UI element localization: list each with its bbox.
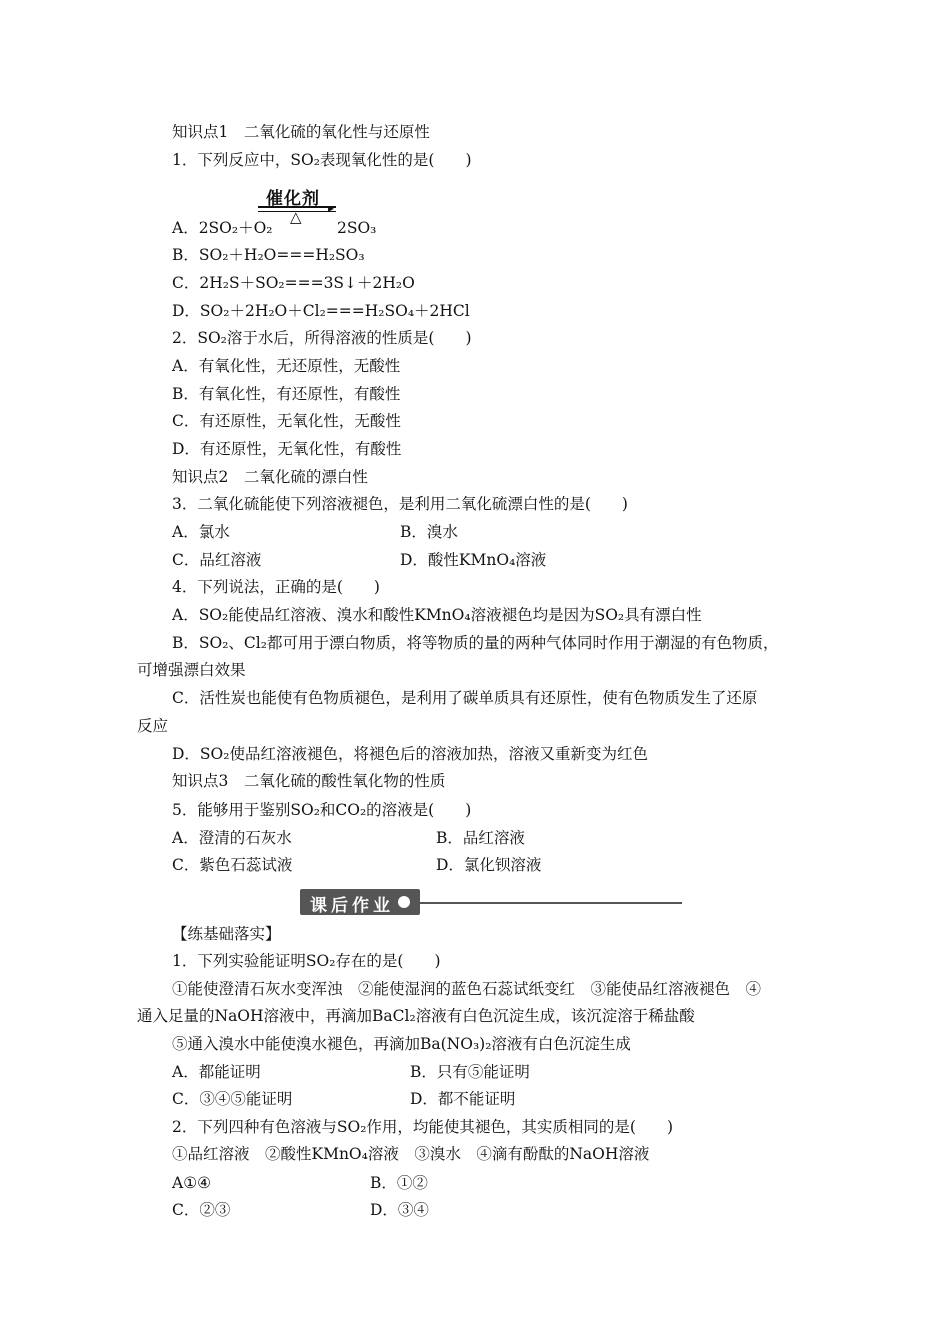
catalyst-arrow <box>258 184 338 226</box>
practice-heading: 【练基础落实】 <box>172 925 281 943</box>
q1-option-a-left: A．2SO₂＋O₂ <box>172 219 273 237</box>
q3-option-b: B．溴水 <box>400 523 458 541</box>
practice-q1-stem: 1．下列实验能证明SO₂存在的是( ) <box>172 952 441 970</box>
q4-option-c-line1: C．活性炭也能使有色物质褪色，是利用了碳单质具有还原性，使有色物质发生了还原 <box>172 689 758 707</box>
question-5-stem: 5．能够用于鉴别SO₂和CO₂的溶液是( ) <box>172 801 472 819</box>
practice-q2-items: ①品红溶液 ②酸性KMnO₄溶液 ③溴水 ④滴有酚酞的NaOH溶液 <box>172 1145 650 1163</box>
practice-q1-option-a: A．都能证明 <box>172 1063 261 1081</box>
q5-option-a: A．澄清的石灰水 <box>172 829 292 847</box>
section-heading-3: 知识点3 二氧化硫的酸性氧化物的性质 <box>172 772 446 790</box>
banner-label: 课后作业 <box>310 896 394 916</box>
practice-q2-stem: 2．下列四种有色溶液与SO₂作用，均能使其褪色，其实质相同的是( ) <box>172 1118 673 1136</box>
bullet-dot-icon <box>398 896 410 908</box>
q2-option-d: D．有还原性，无氧化性，有酸性 <box>172 440 402 458</box>
q5-option-d: D．氯化钡溶液 <box>436 856 542 874</box>
q2-option-a: A．有氧化性，无还原性，无酸性 <box>172 357 401 375</box>
practice-q1-option-d: D．都不能证明 <box>410 1090 516 1108</box>
practice-q1-options-line3: ⑤通入溴水中能使溴水褪色，再滴加Ba(NO₃)₂溶液有白色沉淀生成 <box>172 1035 631 1053</box>
q2-option-c: C．有还原性，无氧化性，无酸性 <box>172 412 401 430</box>
q3-option-a: A．氯水 <box>172 523 230 541</box>
question-4-stem: 4．下列说法，正确的是( ) <box>172 578 380 596</box>
question-2-stem: 2．SO₂溶于水后，所得溶液的性质是( ) <box>172 329 472 347</box>
practice-q2-option-a: A①④ <box>172 1174 211 1192</box>
question-1-stem: 1．下列反应中，SO₂表现氧化性的是( ) <box>172 151 472 169</box>
practice-q2-option-d: D．③④ <box>370 1201 429 1219</box>
q4-option-a: A．SO₂能使品红溶液、溴水和酸性KMnO₄溶液褪色均是因为SO₂具有漂白性 <box>172 606 702 624</box>
practice-q1-option-b: B．只有⑤能证明 <box>410 1063 530 1081</box>
heat-symbol: △ <box>290 208 302 226</box>
practice-q2-option-b: B．①② <box>370 1174 428 1192</box>
q5-option-b: B．品红溶液 <box>436 829 525 847</box>
q2-option-b: B．有氧化性，有还原性，有酸性 <box>172 385 401 403</box>
q4-option-b-line2: 可增强漂白效果 <box>137 661 246 679</box>
q4-option-c-line2: 反应 <box>137 717 169 735</box>
q1-option-b: B．SO₂＋H₂O===H₂SO₃ <box>172 246 365 264</box>
catalyst-label: 催化剂 <box>266 189 320 209</box>
practice-q1-options-line1: ①能使澄清石灰水变浑浊 ②能使湿润的蓝色石蕊试纸变红 ③能使品红溶液褪色 ④ <box>172 980 762 998</box>
q1-option-a-right: 2SO₃ <box>337 219 377 237</box>
question-3-stem: 3．二氧化硫能使下列溶液褪色，是利用二氧化硫漂白性的是( ) <box>172 495 628 513</box>
practice-q1-options-line2: 通入足量的NaOH溶液中，再滴加BaCl₂溶液有白色沉淀生成，该沉淀溶于稀盐酸 <box>137 1007 695 1025</box>
banner-rule <box>420 902 682 904</box>
practice-q1-option-c: C．③④⑤能证明 <box>172 1090 293 1108</box>
section-heading-2: 知识点2 二氧化硫的漂白性 <box>172 468 368 486</box>
q1-option-c: C．2H₂S＋SO₂===3S↓＋2H₂O <box>172 274 415 292</box>
q1-option-d: D．SO₂＋2H₂O＋Cl₂===H₂SO₄＋2HCl <box>172 302 470 320</box>
q4-option-b-line1: B．SO₂、Cl₂都可用于漂白物质，将等物质的量的两种气体同时作用于潮湿的有色物质， <box>172 634 779 652</box>
section-heading-1: 知识点1 二氧化硫的氧化性与还原性 <box>172 123 430 141</box>
homework-banner <box>300 888 684 918</box>
practice-q2-option-c: C．②③ <box>172 1201 231 1219</box>
q3-option-c: C．品红溶液 <box>172 551 262 569</box>
arrow-head-icon: ▸ <box>328 201 335 215</box>
q5-option-c: C．紫色石蕊试液 <box>172 856 293 874</box>
q4-option-d: D．SO₂使品红溶液褪色，将褪色后的溶液加热，溶液又重新变为红色 <box>172 745 648 763</box>
q3-option-d: D．酸性KMnO₄溶液 <box>400 551 547 569</box>
